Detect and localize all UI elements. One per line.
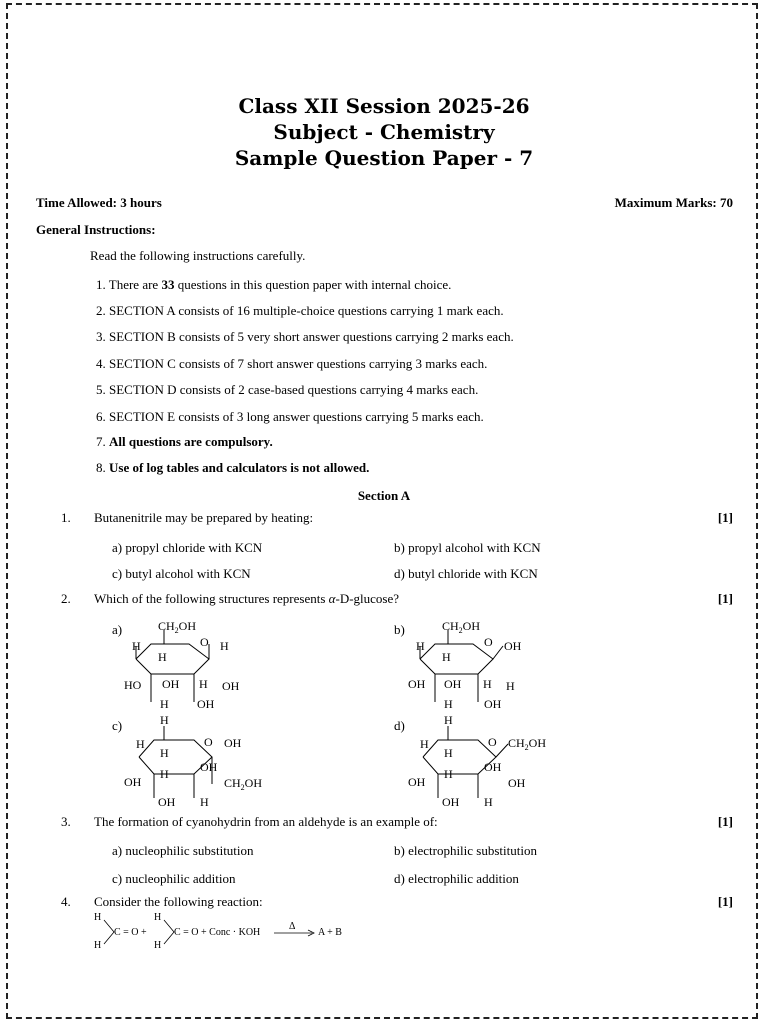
option-b: b) propyl alcohol with KCN [394,540,541,555]
svg-text:OH: OH [508,776,526,790]
instruction-number: 7. [96,434,106,449]
svg-text:OH: OH [224,736,242,750]
instruction-item [96,303,504,319]
svg-text:H: H [200,795,209,809]
svg-text:H: H [483,677,492,691]
svg-text:CH2OH: $CH_2OH$ [158,619,197,635]
reaction-h4: H [154,940,162,951]
svg-text:CH2OH: $CH_2OH$ [442,619,481,635]
svg-text:O: O [204,735,213,749]
instruction-text: SECTION C consists of 7 short answer questions carrying 3 marks each. [109,356,488,371]
svg-text:H: H [199,677,208,691]
svg-text:H: H [160,746,169,760]
instruction-item [96,434,273,450]
instructions-intro: Read the following instructions carefully. [90,248,306,263]
instruction-number: 3. [96,329,106,344]
instruction-text: SECTION D consists of 2 case-based questions carrying 4 marks each. [109,382,479,397]
question-number: 3. [61,814,71,829]
instruction-text: SECTION A consists of 16 multiple-choice questions carrying 1 mark each. [109,303,504,318]
section-heading: Section A [357,488,411,503]
instruction-item [96,382,478,398]
svg-text:H: H [444,697,453,711]
question-text [94,591,399,607]
svg-text:HO: HO [124,678,142,692]
svg-text:O: O [488,735,497,749]
structure-c-diagram [124,712,284,812]
question-marks: [1] [717,894,733,909]
svg-text:H: H [444,746,453,760]
structure-d-diagram [408,712,568,812]
svg-text:OH: OH [408,677,426,691]
instruction-number: 5. [96,382,106,397]
instruction-number: 4. [96,356,106,371]
question-text: Butanenitrile may be prepared by heating: [94,510,314,525]
alpha-symbol: α [328,591,336,606]
instruction-item [96,356,487,372]
option-a: a) propyl chloride with KCN [112,540,263,555]
instruction-text: All questions are compulsory. [109,434,273,449]
question-text-pre: Which of the following structures represents [94,591,329,606]
reaction-equation [94,912,354,956]
maximum-marks: Maximum Marks: 70 [614,195,733,210]
instruction-text: Use of log tables and calculators is not allowed. [109,460,370,475]
svg-text:H: H [136,737,145,751]
svg-text:H: H [420,737,429,751]
svg-text:H: H [160,767,169,781]
instruction-text-post: questions in this question paper with internal choice. [174,277,452,292]
svg-text:OH: OH [444,677,462,691]
svg-text:OH: OH [222,679,240,693]
question-marks: [1] [717,814,733,829]
question-marks: [1] [717,591,733,606]
instruction-item [96,277,451,293]
instruction-text: SECTION E consists of 3 long answer questions carrying 5 marks each. [109,409,484,424]
instruction-item [96,460,369,476]
svg-text:H: H [442,650,451,664]
instructions-heading: General Instructions: [36,222,156,237]
question-count: 33 [161,277,175,292]
svg-text:OH: OH [197,697,215,711]
svg-text:H: H [160,697,169,711]
instruction-number: 6. [96,409,106,424]
instruction-number: 2. [96,303,106,318]
structure-b-diagram [408,614,538,714]
instruction-text: SECTION B consists of 5 very short answer questions carrying 2 marks each. [109,329,514,344]
svg-text:H: H [160,713,169,727]
option-label-d: d) [394,718,405,733]
question-number: 4. [61,894,71,909]
reaction-h1: H [94,912,102,923]
header-subject: Subject - Chemistry [273,120,495,144]
question-marks: [1] [717,510,733,525]
reaction-arrow-icon [274,928,316,938]
svg-text:O: O [484,635,493,649]
svg-text:CH2OH: $CH_2OH$ [224,776,263,792]
svg-text:CH2OH: $CH_2OH$ [508,736,547,752]
question-text: Consider the following reaction: [94,894,263,909]
structure-a-diagram [124,614,254,714]
svg-text:H: H [220,639,229,653]
reaction-carbonyl-1: C = O + [114,927,147,938]
question-text-post: -D-glucose? [335,591,400,606]
svg-text:OH: OH [124,775,142,789]
option-label-b: b) [394,622,405,637]
svg-text:OH: OH [158,795,176,809]
header-paper: Sample Question Paper - 7 [234,146,534,170]
reaction-h2: H [94,940,102,951]
instruction-item [96,409,484,425]
svg-text:H: H [416,639,425,653]
svg-text:H: H [132,639,141,653]
svg-text:H: H [444,713,453,727]
option-b: b) electrophilic substitution [394,843,537,858]
svg-text:OH: OH [162,677,180,691]
svg-text:H: H [158,650,167,664]
reaction-products: A + B [318,927,342,938]
svg-text:OH: OH [200,760,218,774]
question-number: 1. [61,510,71,525]
option-a: a) nucleophilic substitution [112,843,254,858]
instruction-item [96,329,514,345]
option-label-c: c) [112,718,123,733]
question-text: The formation of cyanohydrin from an aldehyde is an example of: [94,814,438,829]
instruction-number: 8. [96,460,106,475]
option-label-a: a) [112,622,123,637]
svg-text:OH: OH [408,775,426,789]
svg-text:OH: OH [442,795,460,809]
svg-text:H: H [506,679,515,693]
option-c: c) nucleophilic addition [112,871,236,886]
header-class: Class XII Session 2025-26 [238,94,530,118]
svg-text:OH: OH [484,697,502,711]
reaction-h3: H [154,912,162,923]
option-d: d) butyl chloride with KCN [394,566,538,581]
svg-text:OH: OH [484,760,502,774]
reaction-carbonyl-2: C = O + Conc · KOH [174,927,261,938]
instruction-number: 1. [96,277,106,292]
option-d: d) electrophilic addition [394,871,519,886]
svg-text:O: O [200,635,209,649]
question-number: 2. [61,591,71,606]
reaction-delta: Δ [289,921,296,932]
svg-text:H: H [444,767,453,781]
svg-text:H: H [484,795,493,809]
time-allowed: Time Allowed: 3 hours [36,195,162,210]
option-c: c) butyl alcohol with KCN [112,566,251,581]
svg-text:OH: OH [504,639,522,653]
instruction-text-pre: There are [108,277,162,292]
